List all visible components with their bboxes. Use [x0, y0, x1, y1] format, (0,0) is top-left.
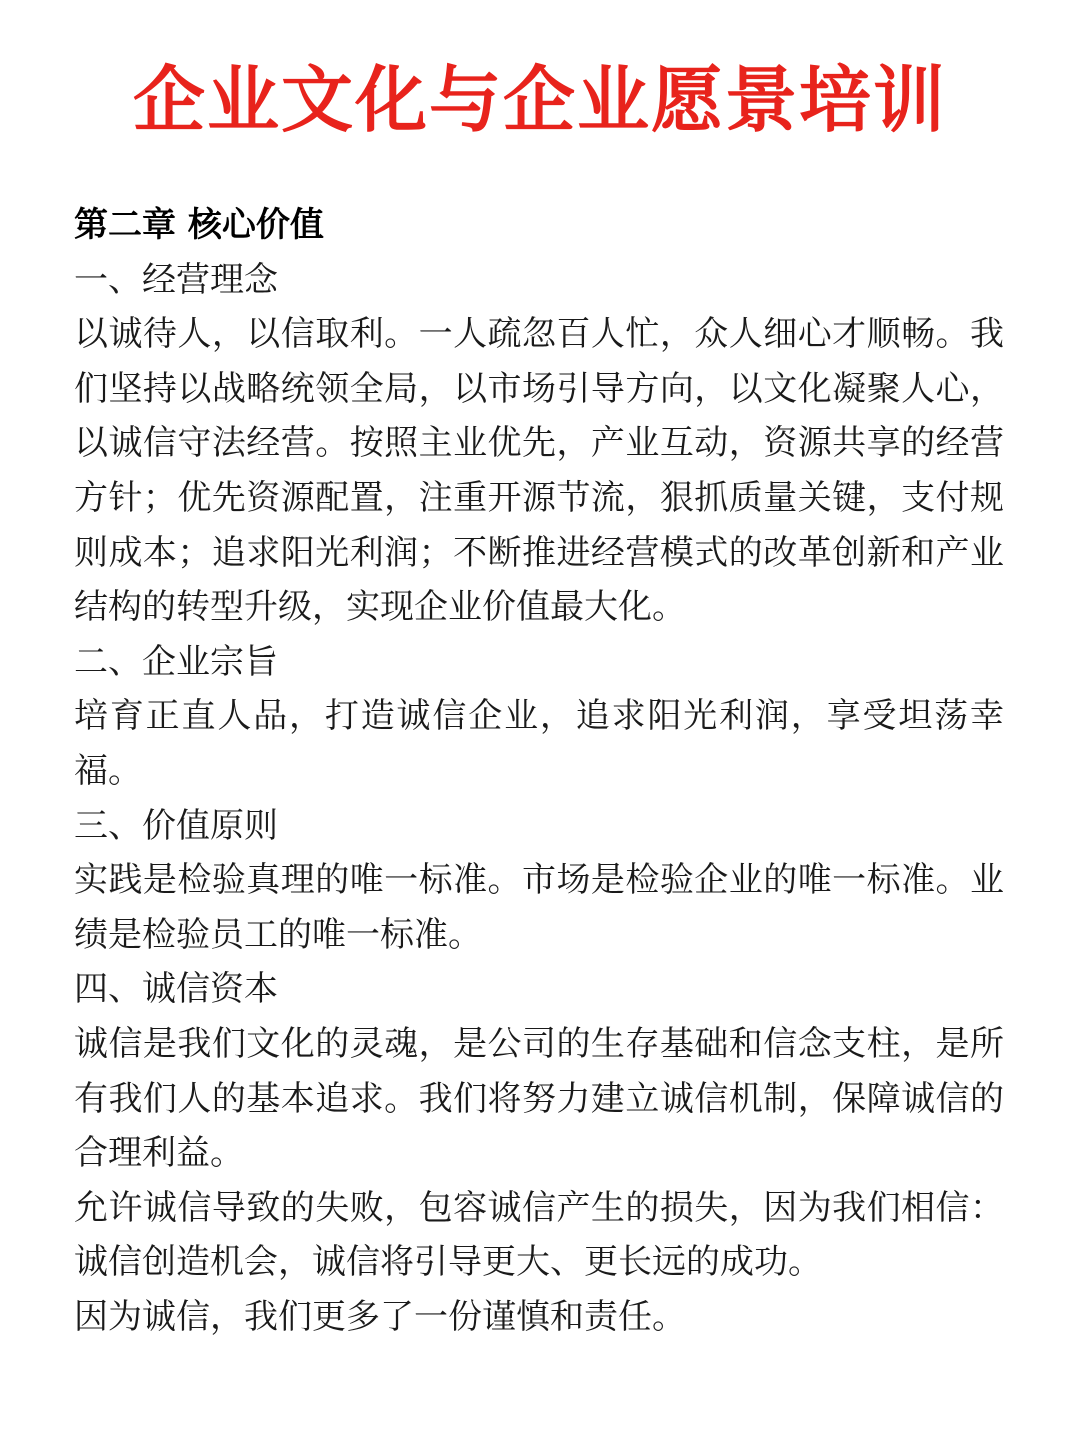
paragraph-company-purpose: 培育正直人品，打造诚信企业，追求阳光利润，享受坦荡幸福。 [74, 696, 1004, 791]
section-heading-business-philosophy: 一、经营理念 [74, 259, 278, 300]
paragraph-integrity-capital-2: 允许诚信导致的失败，包容诚信产生的损失，因为我们相信：诚信创造机会，诚信将引导更大、更长远的成功。 [74, 1187, 1004, 1283]
paragraph-integrity-capital-3: 因为诚信，我们更多了一份谨慎和责任。 [74, 1296, 686, 1337]
chapter-heading: 第二章 核心价值 [74, 205, 324, 245]
section-heading-integrity-capital: 四、诚信资本 [74, 969, 278, 1010]
page-title: 企业文化与企业愿景培训 [132, 57, 947, 142]
paragraph-business-philosophy: 以诚待人，以信取利。一人疏忽百人忙，众人细心才顺畅。我们坚持以战略统领全局，以市场引导方向，以文化凝聚人心，以诚信守法经营。按照主业优先，产业互动，资源共享的经营方针；优先资源配置，注重开源节流，狠抓质量关键，支付规则成本；追求阳光利润；不断推进经营模式的改革创新和产业结构的转型升级，实现企业价值最大化。 [74, 314, 1004, 628]
paragraph-integrity-capital-1: 诚信是我们文化的灵魂，是公司的生存基础和信念支柱，是所有我们人的基本追求。我们将努力建立诚信机制，保障诚信的合理利益。 [74, 1023, 1004, 1174]
document-body [74, 198, 1004, 1344]
paragraph-value-principles: 实践是检验真理的唯一标准。市场是检验企业的唯一标准。业绩是检验员工的唯一标准。 [74, 860, 1004, 955]
section-heading-value-principles: 三、价值原则 [74, 805, 278, 846]
section-heading-company-purpose: 二、企业宗旨 [74, 641, 278, 682]
